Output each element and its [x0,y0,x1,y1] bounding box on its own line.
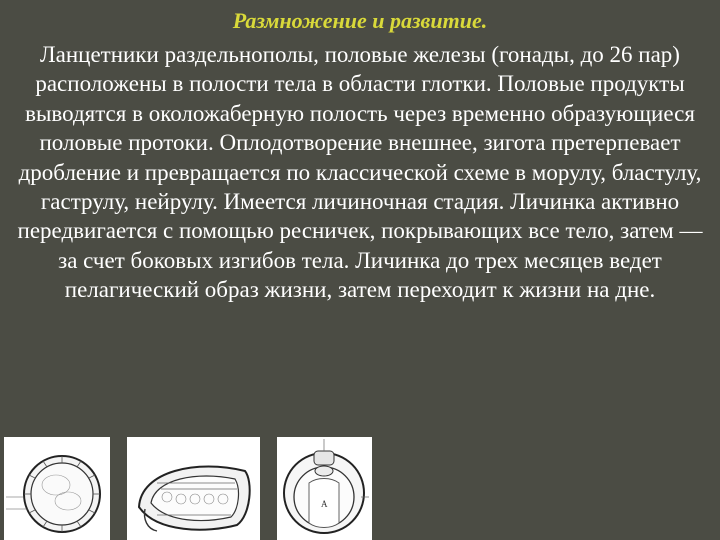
figures-strip [0,437,720,540]
blastula-drawing [4,437,110,540]
slide-title: Размножение и развитие. [232,8,488,33]
neurula-cross-section-drawing [277,437,372,540]
slide-paragraph: Ланцетники раздельнополы, половые железы (гонады, до 26 пар) расположены в полости тела в области глотки. Половые продукты выводятся в околожаберную полость через временно образующиеся половые протоки. Оплодотворение внешнее, зигота претерпевает дробление и превращается по классической схеме в морулу, бластулу, гаструлу, нейрулу. Имеется личиночная стадия. Личинка активно передвигается с помощью ресничек, покрывающих все тело, затем — за счет боковых изгибов тела. Личинка до трех месяцев ведет пелагический образ жизни, затем переходит к жизни на дне. [17,42,703,303]
svg-text:A: A [321,499,328,509]
embryo-longitudinal-drawing [127,437,260,540]
